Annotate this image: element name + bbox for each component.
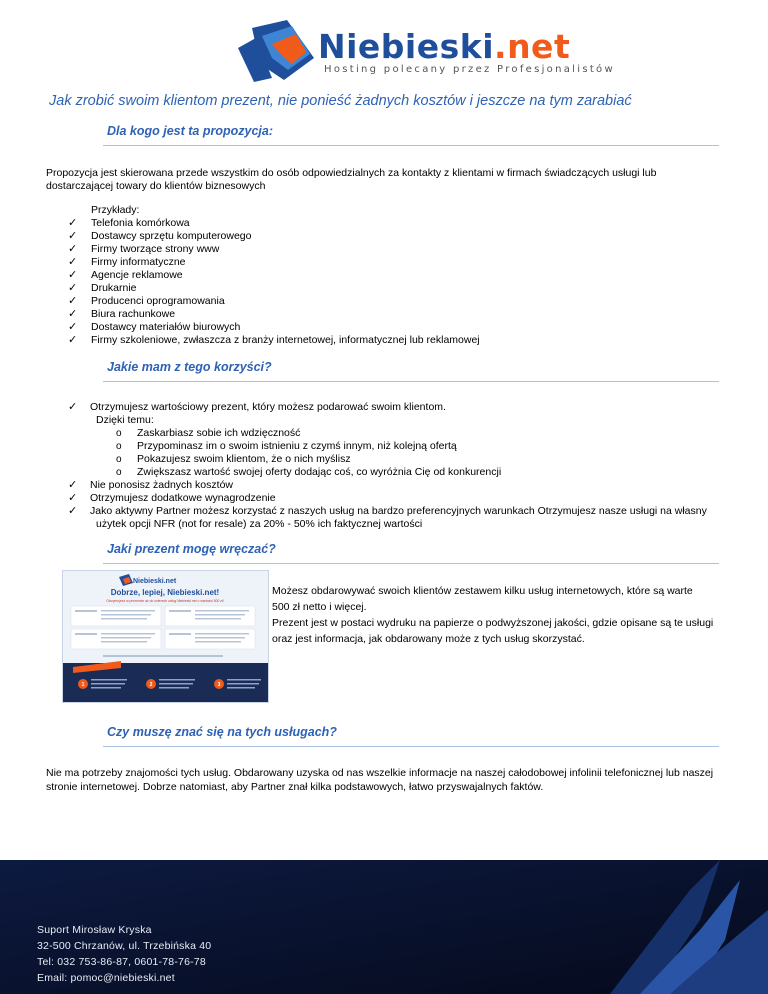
list-item: Agencje reklamowe bbox=[91, 269, 183, 281]
list-item: Pokazujesz swoim klientom, że o nich myślisz bbox=[137, 453, 351, 465]
check-icon: ✓ bbox=[68, 334, 78, 346]
check-icon: ✓ bbox=[68, 479, 78, 491]
footer-company: Suport Mirosław Kryska bbox=[37, 924, 152, 936]
section-divider bbox=[103, 145, 719, 146]
flyer-step-2: 2 bbox=[149, 682, 153, 688]
benefit-text: użytek opcji NFR (not for resale) za 20% - 50% ich faktycznej wartości bbox=[96, 518, 423, 530]
list-item: Firmy szkoleniowe, zwłaszcza z branży internetowej, informatycznej lub reklamowej bbox=[91, 334, 480, 346]
section-divider bbox=[103, 746, 719, 747]
footer-address: 32-500 Chrzanów, ul. Trzebińska 40 bbox=[37, 940, 212, 952]
section-heading-for-whom: Dla kogo jest ta propozycja: bbox=[107, 124, 274, 138]
list-item: Zaskarbiasz sobie ich wdzięczność bbox=[137, 427, 301, 439]
circle-bullet-icon: o bbox=[116, 454, 122, 465]
knowledge-text: Nie ma potrzeby znajomości tych usług. Obdarowany uzyska od nas wszelkie informacje na naszej całodobowej infolinii telefonicznej lub naszej bbox=[46, 767, 714, 779]
list-item: Zwiększasz wartość swojej oferty dodając coś, co wyróżnia Cię od konkurencji bbox=[137, 466, 502, 478]
gift-text: Możesz obdarowywać swoich klientów zestawem kilku usług internetowych, które są warte bbox=[272, 585, 693, 597]
section-divider bbox=[103, 563, 719, 564]
benefit-text: Nie ponosisz żadnych kosztów bbox=[90, 479, 233, 491]
check-icon: ✓ bbox=[68, 321, 78, 333]
section-heading-gift: Jaki prezent mogę wręczać? bbox=[107, 542, 276, 556]
flyer-step-1: 1 bbox=[81, 682, 85, 688]
check-icon: ✓ bbox=[68, 505, 78, 517]
list-item: Telefonia komórkowa bbox=[91, 217, 190, 229]
check-icon: ✓ bbox=[68, 308, 78, 320]
flyer-step-3: 3 bbox=[217, 682, 221, 688]
logo-wordmark: Niebieski.net bbox=[318, 27, 571, 66]
section-heading-benefits: Jakie mam z tego korzyści? bbox=[107, 360, 272, 374]
gift-text: 500 zł netto i więcej. bbox=[272, 601, 367, 613]
footer-phone: Tel: 032 753-86-87, 0601-78-76-78 bbox=[37, 956, 206, 968]
list-item: Dostawcy materiałów biurowych bbox=[91, 321, 241, 333]
flyer-brand: Niebieski.net bbox=[133, 578, 177, 585]
gift-text: Prezent jest w postaci wydruku na papierze o podwyższonej jakości, gdzie opisane są te usługi bbox=[272, 617, 714, 629]
check-icon: ✓ bbox=[68, 243, 78, 255]
check-icon: ✓ bbox=[68, 401, 78, 413]
list-item: Przypominasz im o swoim istnieniu z czymś innym, niż kolejną ofertą bbox=[137, 440, 457, 452]
intro-text: dostarczającej towary do klientów biznesowych bbox=[46, 180, 266, 192]
list-item: Dostawcy sprzętu komputerowego bbox=[91, 230, 252, 242]
check-icon: ✓ bbox=[68, 256, 78, 268]
benefit-subtext: Dzięki temu: bbox=[96, 414, 154, 426]
section-divider bbox=[103, 381, 719, 382]
list-item: Drukarnie bbox=[91, 282, 137, 294]
check-icon: ✓ bbox=[68, 492, 78, 504]
knowledge-text: stronie internetowej. Dobrze natomiast, aby Partner znał kilka podstawowych, łatwo przyswajalnych faktów. bbox=[46, 781, 544, 793]
benefit-text: Jako aktywny Partner możesz korzystać z naszych usług na bardzo preferencyjnych warunkach Otrzymujesz nasze usługi na własny bbox=[90, 505, 707, 517]
section-heading-knowledge: Czy muszę znać się na tych usługach? bbox=[107, 725, 337, 739]
gift-flyer-image bbox=[62, 570, 269, 703]
list-item: Firmy tworzące strony www bbox=[91, 243, 220, 255]
circle-bullet-icon: o bbox=[116, 428, 122, 439]
check-icon: ✓ bbox=[68, 282, 78, 294]
check-icon: ✓ bbox=[68, 230, 78, 242]
page-title: Jak zrobić swoim klientom prezent, nie ponieść żadnych kosztów i jeszcze na tym zarabiać bbox=[49, 93, 632, 109]
list-item: Biura rachunkowe bbox=[91, 308, 176, 320]
gift-text: oraz jest informacja, jak obdarowany może z tych usług skorzystać. bbox=[272, 633, 585, 645]
logo-tagline: Hosting polecany przez Profesjonalistów bbox=[324, 64, 615, 75]
circle-bullet-icon: o bbox=[116, 441, 122, 452]
circle-bullet-icon: o bbox=[116, 467, 122, 478]
flyer-artwork bbox=[63, 571, 268, 702]
flyer-headline: Dobrze, lepiej, Niebieski.net! bbox=[110, 588, 220, 597]
check-icon: ✓ bbox=[68, 217, 78, 229]
check-icon: ✓ bbox=[68, 269, 78, 281]
intro-text: Propozycja jest skierowana przede wszystkim do osób odpowiedzialnych za kontakty z klientami w firmach świadczących usługi lub bbox=[46, 167, 657, 179]
list-item: Producenci oprogramowania bbox=[91, 295, 225, 307]
benefit-text: Otrzymujesz wartościowy prezent, który możesz podarować swoim klientom. bbox=[90, 401, 446, 413]
examples-label: Przykłady: bbox=[91, 204, 140, 216]
footer-banner bbox=[0, 860, 768, 994]
benefit-text: Otrzymujesz dodatkowe wynagrodzenie bbox=[90, 492, 276, 504]
check-icon: ✓ bbox=[68, 295, 78, 307]
list-item: Firmy informatyczne bbox=[91, 256, 186, 268]
footer-email: Email: pomoc@niebieski.net bbox=[37, 972, 175, 984]
flyer-subhead: Otrzymujesz w prezencie aż do czterech usług Niebieski.net o wartości 500 zł! bbox=[106, 599, 224, 603]
